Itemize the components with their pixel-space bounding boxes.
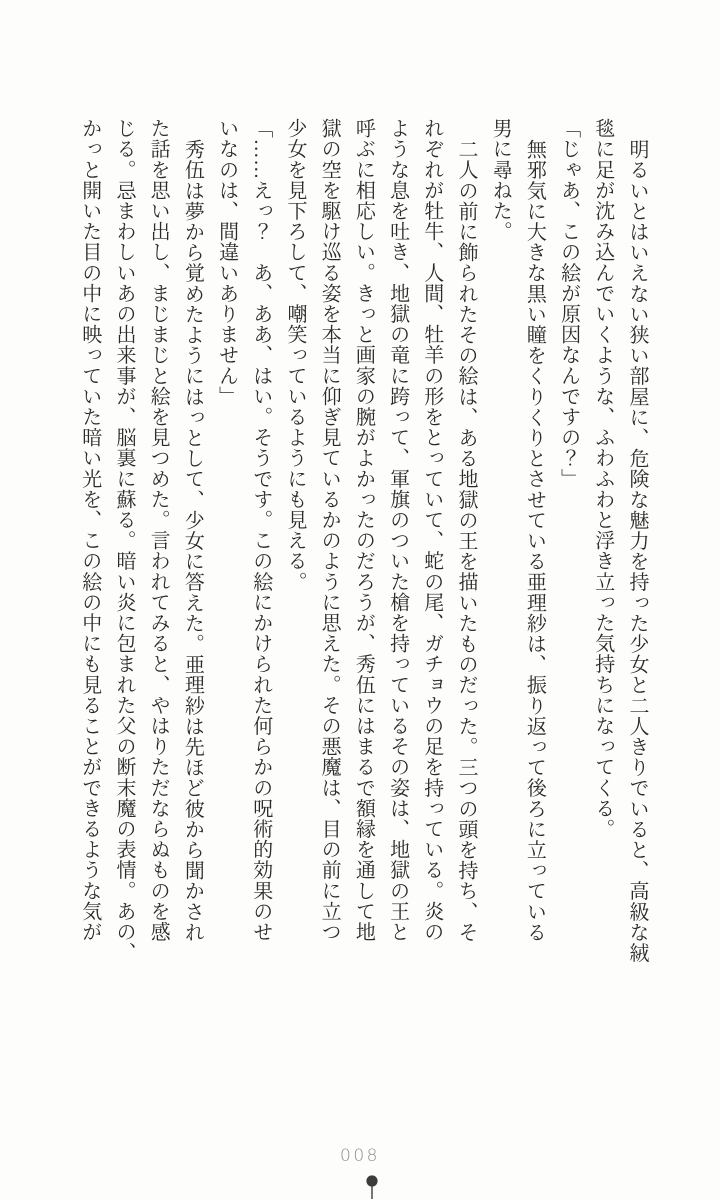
- text-line: かっと開いた目の中に映っていた暗い光を、この絵の中にも見ることができるような気が: [78, 118, 101, 942]
- text-line: 明るいとはいえない狭い部屋に、危険な魅力を持った少女と二人きりでいると、高級な絨: [626, 139, 648, 963]
- text-line: 「じゃあ、この絵が原因なんですの？」: [557, 118, 580, 489]
- text-line: ような息を吐き、地獄の竜に跨って、軍旗のついた槍を持っているその姿は、地獄の王と: [386, 118, 409, 942]
- text-line: いなのは、間違いありません」: [215, 118, 238, 407]
- text-line: た話を思い出し、まじまじと絵を見つめた。言われてみると、やはりただならぬものを感: [147, 118, 170, 942]
- text-line: 秀伍は夢から覚めたようにはっとして、少女に答えた。亜理紗は先ほど彼から聞かされ: [181, 139, 204, 943]
- text-line: 二人の前に飾られたその絵は、ある地獄の王を描いたものだった。三つの頭を持ち、そ: [454, 139, 477, 943]
- ink-dot-mark: [360, 1170, 384, 1200]
- text-line: 無邪気に大きな黒い瞳をくりくりとさせている亜理紗は、振り返って後ろに立っている: [523, 139, 546, 943]
- text-line: れぞれが牡牛、人間、牡羊の形をとっていて、蛇の尾、ガチョウの足を持っている。炎の: [420, 118, 443, 942]
- text-line: 少女を見下ろして、嘲笑っているようにも見える。: [283, 118, 306, 592]
- text-line: 呼ぶに相応しい。きっと画家の腕がよかったのだろうが、秀伍にはまるで額縁を通して地: [352, 118, 375, 942]
- body-text: [72, 118, 654, 966]
- text-line: 獄の空を駆け巡る姿を本当に仰ぎ見ているかのように思えた。その悪魔は、目の前に立つ: [318, 118, 341, 942]
- text-line: 毯に足が沈み込んでいくような、ふわふわと浮き立った気持ちになってくる。: [591, 118, 614, 839]
- text-line: じる。忌まわしいあの出来事が、脳裏に蘇る。暗い炎に包まれた父の断末魔の表情。あの、: [112, 118, 135, 963]
- text-line: 男に尋ねた。: [489, 118, 512, 242]
- page-number: 008: [340, 1146, 380, 1166]
- text-line: 「……えっ？ あ、ああ、はい。そうです。この絵にかけられた何らかの呪術的効果のせ: [249, 118, 272, 942]
